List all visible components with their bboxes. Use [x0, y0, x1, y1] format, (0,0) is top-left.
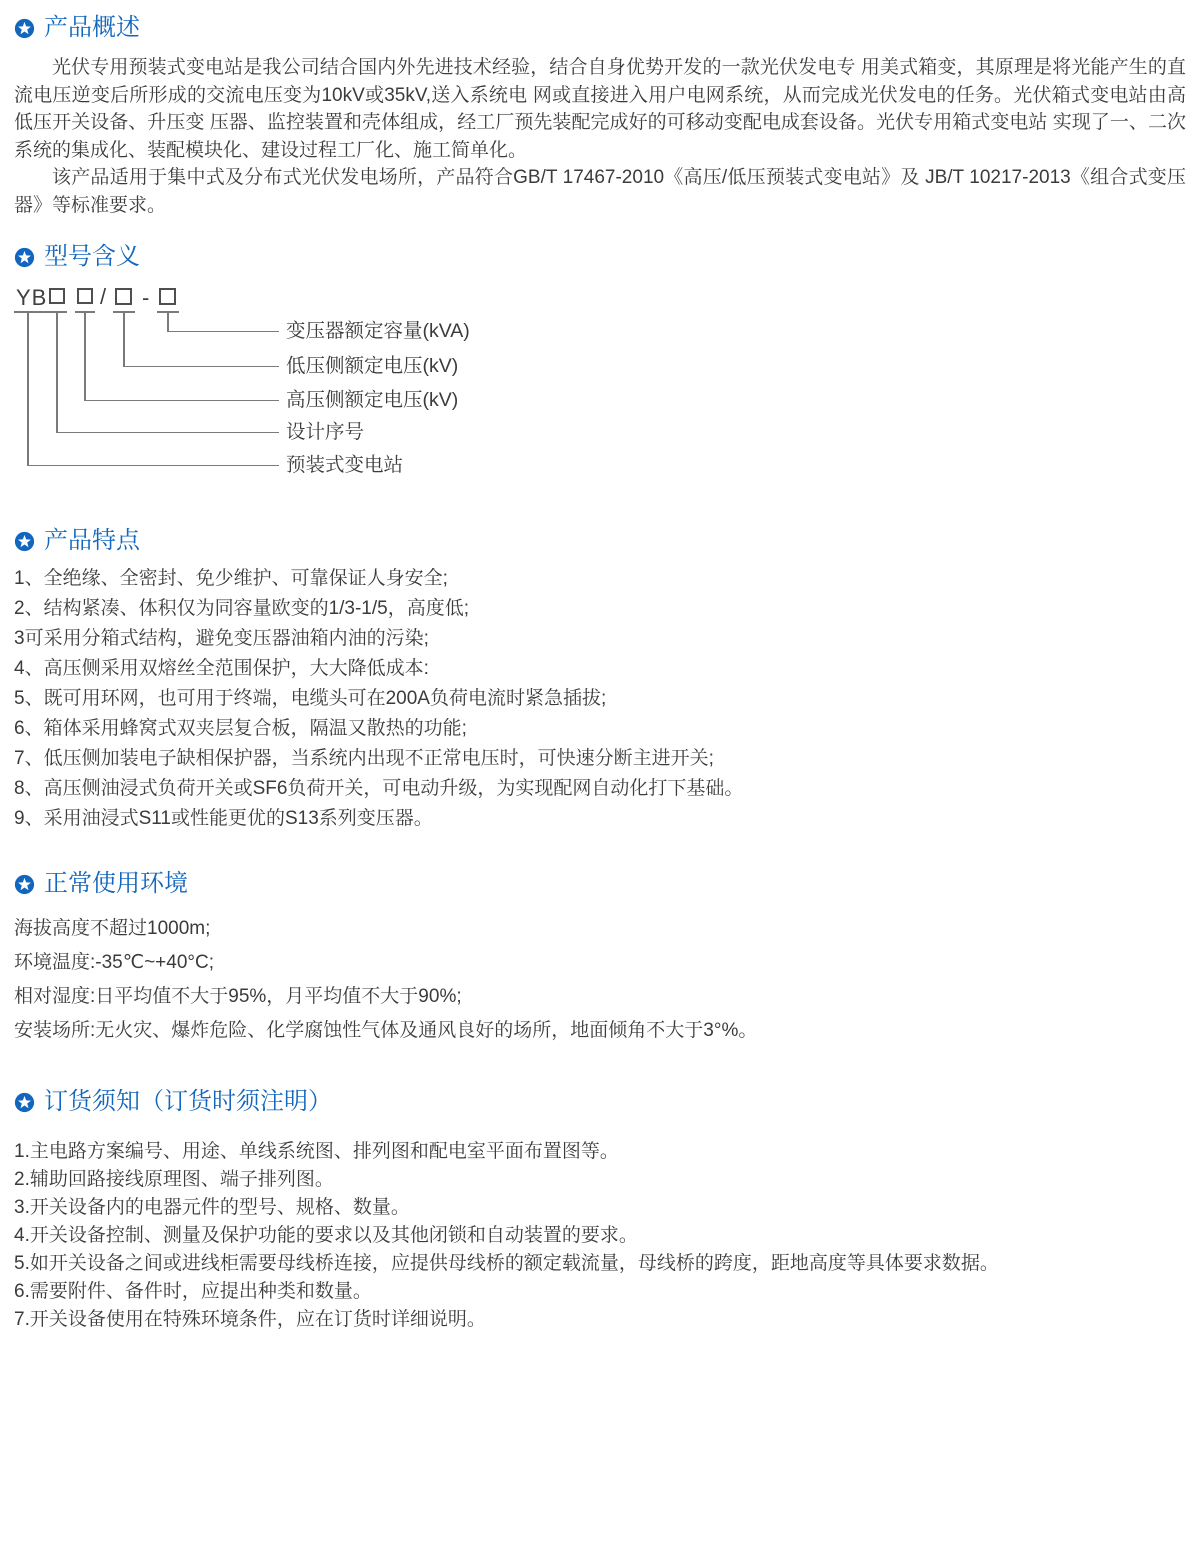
- feature-item: 9、采用油浸式S11或性能更优的S13系列变压器。: [14, 808, 433, 829]
- diagram-connector-line: [167, 311, 169, 332]
- diagram-tick: [14, 311, 48, 313]
- star-badge-icon: [14, 1092, 35, 1113]
- ordering-item: 5.如开关设备之间或进线柜需要母线桥连接，应提供母线桥的额定载流量，母线桥的跨度，距地高度等具体要求数据。: [14, 1253, 999, 1274]
- model-label-rated-capacity: 变压器额定容量(kVA): [286, 320, 470, 342]
- model-label-prefab-substation: 预装式变电站: [286, 454, 404, 476]
- star-badge-icon: [14, 247, 35, 268]
- feature-item: 8、高压侧油浸式负荷开关或SF6负荷开关，可电动升级，为实现配网自动化打下基础。: [14, 778, 744, 799]
- diagram-connector-line: [84, 400, 279, 402]
- section-header-overview: [14, 14, 1186, 42]
- model-label-lv-voltage: 低压侧额定电压(kV): [286, 355, 459, 377]
- ordering-item: 4.开关设备控制、测量及保护功能的要求以及其他闭锁和自动装置的要求。: [14, 1225, 638, 1246]
- ordering-item: 6.需要附件、备件时，应提出种类和数量。: [14, 1281, 372, 1302]
- model-placeholder-box: [159, 288, 176, 305]
- ordering-item: 2.辅助回路接线原理图、端子排列图。: [14, 1169, 334, 1190]
- diagram-connector-line: [84, 311, 86, 401]
- model-dash: -: [142, 285, 150, 310]
- feature-item: 4、高压侧采用双熔丝全范围保护，大大降低成本:: [14, 658, 429, 679]
- section-title: 订货须知（订货时须注明）: [44, 1088, 332, 1115]
- star-badge-icon: [14, 874, 35, 895]
- ordering-item: 1.主电路方案编号、用途、单线系统图、排列图和配电室平面布置图等。: [14, 1141, 619, 1162]
- overview-paragraph-2: 该产品适用于集中式及分布式光伏发电场所，产品符合GB/T 17467-2010《高压/低压预装式变电站》及 JB/T 10217-2013《组合式变压器》等标准要求。: [14, 167, 1186, 216]
- environment-list: [14, 912, 1186, 1048]
- overview-paragraph-1: 光伏专用预装式变电站是我公司结合国内外先进技术经验，结合自身优势开发的一款光伏发电专 用美式箱变，其原理是将光能产生的直流电压逆变后所形成的交流电压变为10kV或35kV,送入系统电 网或直接进入用户电网系统，从而完成光伏发电的任务。光伏箱式变电站由高低压开关设备、升压变 压器、监控装置和壳体组成，经工厂预先装配完成好的可移动变配电成套设备。光伏专用箱式变电站 实现了一、二次系统的集成化、装配模块化、建设过程工厂化、施工简单化。: [14, 57, 1186, 161]
- model-placeholder-box: [115, 288, 132, 305]
- environment-item: 相对湿度:日平均值不大于95%，月平均值不大于90%;: [14, 986, 462, 1007]
- feature-item: 2、结构紧凑、体积仅为同容量欧变的1/3-1/5，高度低;: [14, 598, 469, 619]
- diagram-connector-line: [56, 311, 58, 433]
- diagram-connector-line: [167, 331, 279, 333]
- ordering-item: 7.开关设备使用在特殊环境条件，应在订货时详细说明。: [14, 1309, 486, 1330]
- features-list: [14, 564, 1186, 834]
- overview-paragraphs: [14, 54, 1186, 219]
- section-header-features: [14, 527, 1186, 555]
- section-title: 产品概述: [44, 14, 140, 41]
- environment-item: 海拔高度不超过1000m;: [14, 918, 211, 939]
- ordering-item: 3.开关设备内的电器元件的型号、规格、数量。: [14, 1197, 410, 1218]
- model-placeholder-box: [77, 288, 93, 304]
- model-label-design-serial: 设计序号: [286, 421, 365, 443]
- environment-item: 安装场所:无火灾、爆炸危险、化学腐蚀性气体及通风良好的场所，地面倾角不大于3°%。: [14, 1020, 758, 1041]
- model-meaning-diagram: [14, 285, 1186, 485]
- environment-item: 环境温度:-35℃~+40°C;: [14, 952, 215, 973]
- feature-item: 6、箱体采用蜂窝式双夹层复合板，隔温又散热的功能;: [14, 718, 467, 739]
- section-title: 型号含义: [44, 243, 140, 270]
- feature-item: 5、既可用环网，也可用于终端，电缆头可在200A负荷电流时紧急插拔;: [14, 688, 607, 709]
- section-title: 正常使用环境: [44, 870, 188, 897]
- star-badge-icon: [14, 531, 35, 552]
- model-slash: /: [100, 284, 107, 309]
- section-header-environment: [14, 870, 1186, 898]
- ordering-list: [14, 1138, 1186, 1334]
- model-prefix: YB: [16, 285, 48, 310]
- section-header-model: [14, 243, 1186, 271]
- diagram-connector-line: [27, 311, 29, 466]
- feature-item: 7、低压侧加装电子缺相保护器，当系统内出现不正常电压时，可快速分断主进开关;: [14, 748, 714, 769]
- diagram-connector-line: [123, 311, 125, 367]
- diagram-connector-line: [123, 366, 279, 368]
- feature-item: 3可采用分箱式结构，避免变压器油箱内油的污染;: [14, 628, 429, 649]
- model-placeholder-box: [49, 288, 65, 304]
- diagram-connector-line: [56, 432, 279, 434]
- section-header-ordering: [14, 1088, 1186, 1116]
- star-badge-icon: [14, 18, 35, 39]
- section-title: 产品特点: [44, 527, 140, 554]
- model-label-hv-voltage: 高压侧额定电压(kV): [286, 389, 459, 411]
- feature-item: 1、全绝缘、全密封、免少维护、可靠保证人身安全;: [14, 568, 448, 589]
- diagram-connector-line: [27, 465, 279, 467]
